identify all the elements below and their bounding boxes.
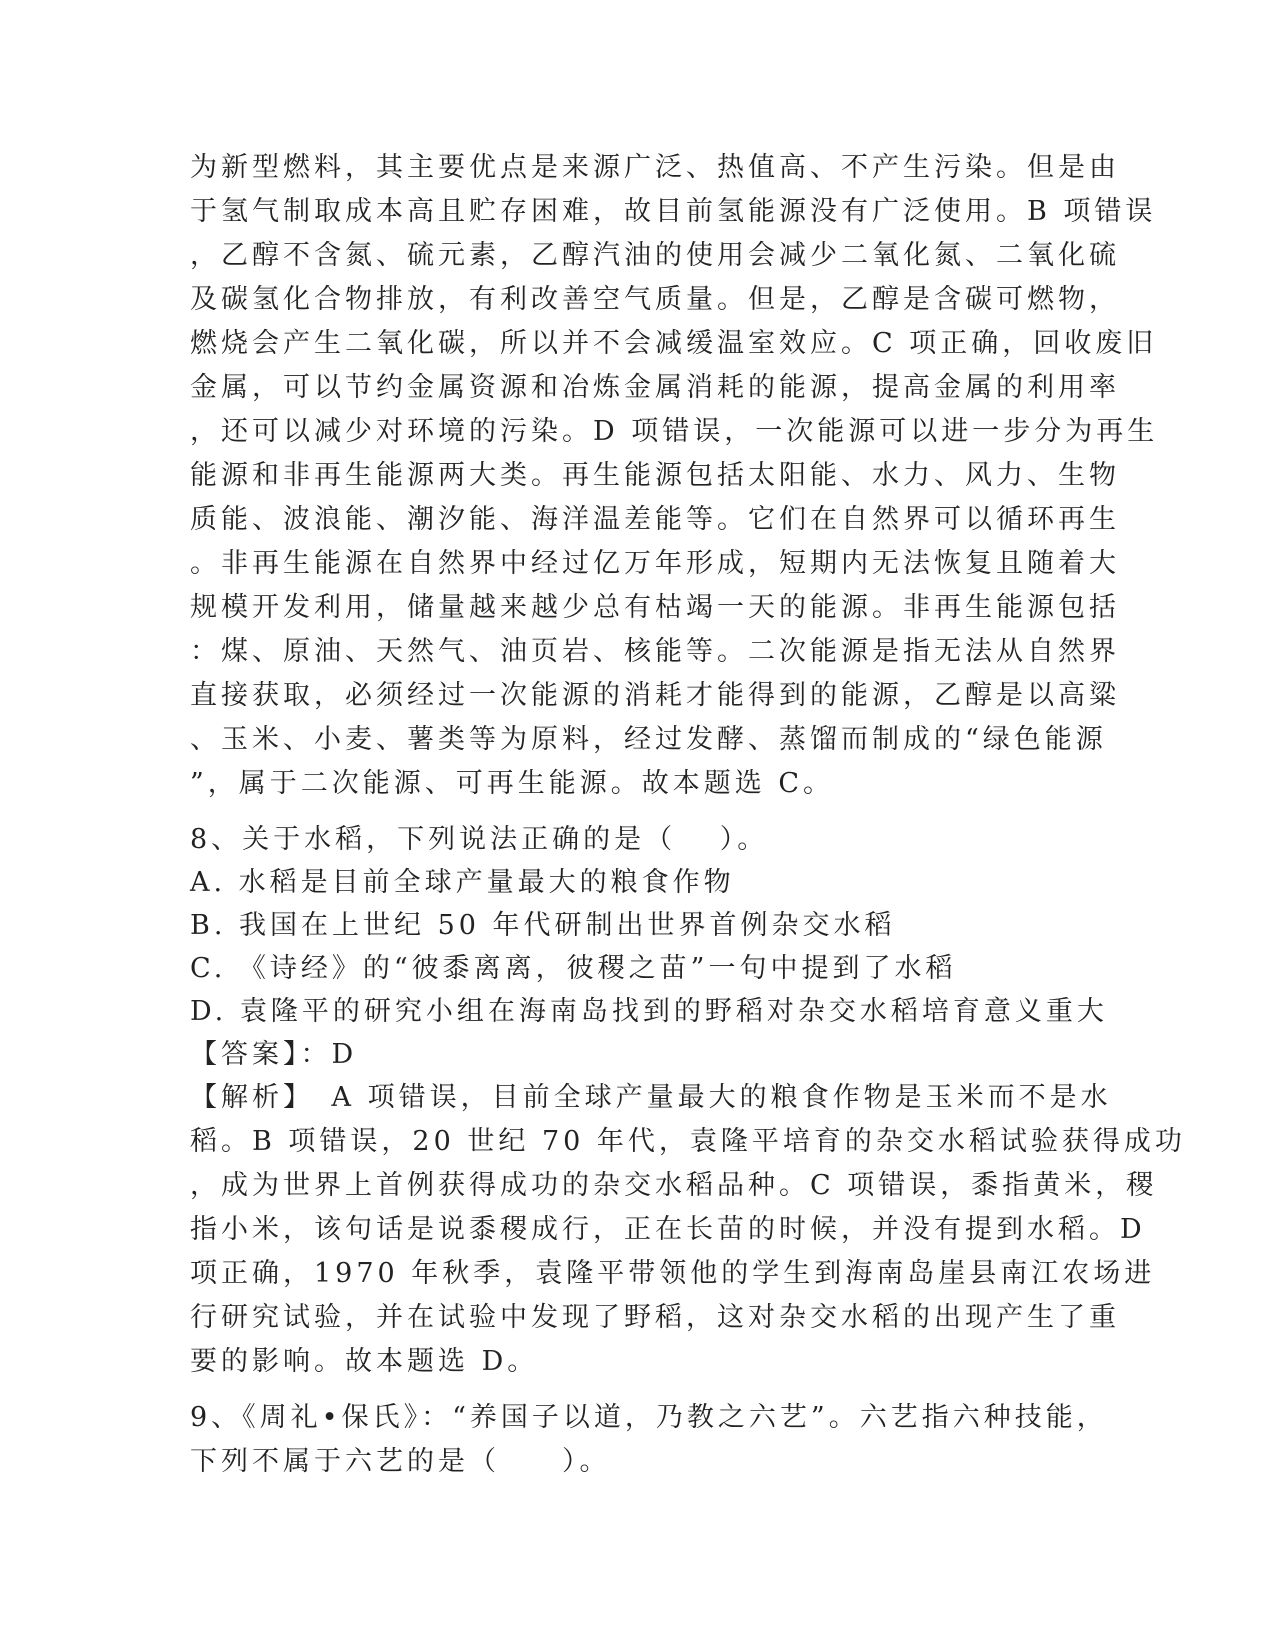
paragraph-line: 金属，可以节约金属资源和冶炼金属消耗的能源，提高金属的利用率 <box>190 372 1120 403</box>
analysis-continuation <box>190 146 1159 806</box>
option-c: C. 《诗经》的“彼黍离离，彼稷之苗”一句中提到了水稻 <box>190 953 957 984</box>
analysis-line: ，成为世界上首例获得成功的杂交水稻品种。C 项错误，黍指黄米，稷 <box>190 1170 1158 1201</box>
analysis-line: 指小米，该句话是说黍稷成行，正在长苗的时候，并没有提到水稻。D <box>190 1214 1146 1245</box>
analysis-line: 行研究试验，并在试验中发现了野稻，这对杂交水稻的出现产生了重 <box>190 1302 1120 1333</box>
question-stem: 9、《周礼•保氏》：“养国子以道，乃教之六艺”。六艺指六种技能， <box>190 1402 1108 1433</box>
paragraph-line: 、玉米、小麦、薯类等为原料，经过发酵、蒸馏而制成的“绿色能源 <box>190 724 1107 755</box>
option-d: D. 袁隆平的研究小组在海南岛找到的野稻对杂交水稻培育意义重大 <box>190 996 1108 1027</box>
analysis-line: 项正确，1970 年秋季，袁隆平带领他的学生到海南岛崖县南江农场进 <box>190 1258 1156 1289</box>
answer-line: 【答案】：D <box>190 1039 358 1070</box>
paragraph-line: ，乙醇不含氮、硫元素，乙醇汽油的使用会减少二氧化氮、二氧化硫 <box>190 240 1120 271</box>
paragraph-line: 规模开发利用，储量越来越少总有枯竭一天的能源。非再生能源包括 <box>190 592 1120 623</box>
paragraph-line: 能源和非再生能源两大类。再生能源包括太阳能、水力、风力、生物 <box>190 460 1120 491</box>
question-9 <box>190 1396 1108 1484</box>
question-8 <box>190 818 1186 1384</box>
paragraph-line: 燃烧会产生二氧化碳，所以并不会减缓温室效应。C 项正确，回收废旧 <box>190 328 1158 359</box>
option-b: B. 我国在上世纪 50 年代研制出世界首例杂交水稻 <box>190 910 896 941</box>
option-a: A. 水稻是目前全球产量最大的粮食作物 <box>190 867 735 898</box>
analysis-line: 要的影响。故本题选 D。 <box>190 1346 539 1377</box>
paragraph-line: 直接获取，必须经过一次能源的消耗才能得到的能源，乙醇是以高粱 <box>190 680 1120 711</box>
question-stem: 8、关于水稻，下列说法正确的是（ ）。 <box>190 824 769 855</box>
paragraph-line: 于氢气制取成本高且贮存困难，故目前氢能源没有广泛使用。B 项错误 <box>190 196 1157 227</box>
paragraph-line: 。非再生能源在自然界中经过亿万年形成，短期内无法恢复且随着大 <box>190 548 1120 579</box>
paragraph-line: ：煤、原油、天然气、油页岩、核能等。二次能源是指无法从自然界 <box>190 636 1120 667</box>
paragraph-line: ，还可以减少对环境的污染。D 项错误，一次能源可以进一步分为再生 <box>190 416 1159 447</box>
analysis-line: 【解析】 A 项错误，目前全球产量最大的粮食作物是玉米而不是水 <box>190 1082 1112 1113</box>
question-stem: 下列不属于六艺的是（ ）。 <box>190 1446 611 1477</box>
paragraph-line: 及碳氢化合物排放，有利改善空气质量。但是，乙醇是含碳可燃物， <box>190 284 1120 315</box>
analysis-line: 稻。B 项错误，20 世纪 70 年代，袁隆平培育的杂交水稻试验获得成功 <box>190 1126 1186 1157</box>
paragraph-line: 为新型燃料，其主要优点是来源广泛、热值高、不产生污染。但是由 <box>190 152 1120 183</box>
paragraph-line: 质能、波浪能、潮汐能、海洋温差能等。它们在自然界可以循环再生 <box>190 504 1120 535</box>
paragraph-line: ”，属于二次能源、可再生能源。故本题选 C。 <box>190 768 835 799</box>
